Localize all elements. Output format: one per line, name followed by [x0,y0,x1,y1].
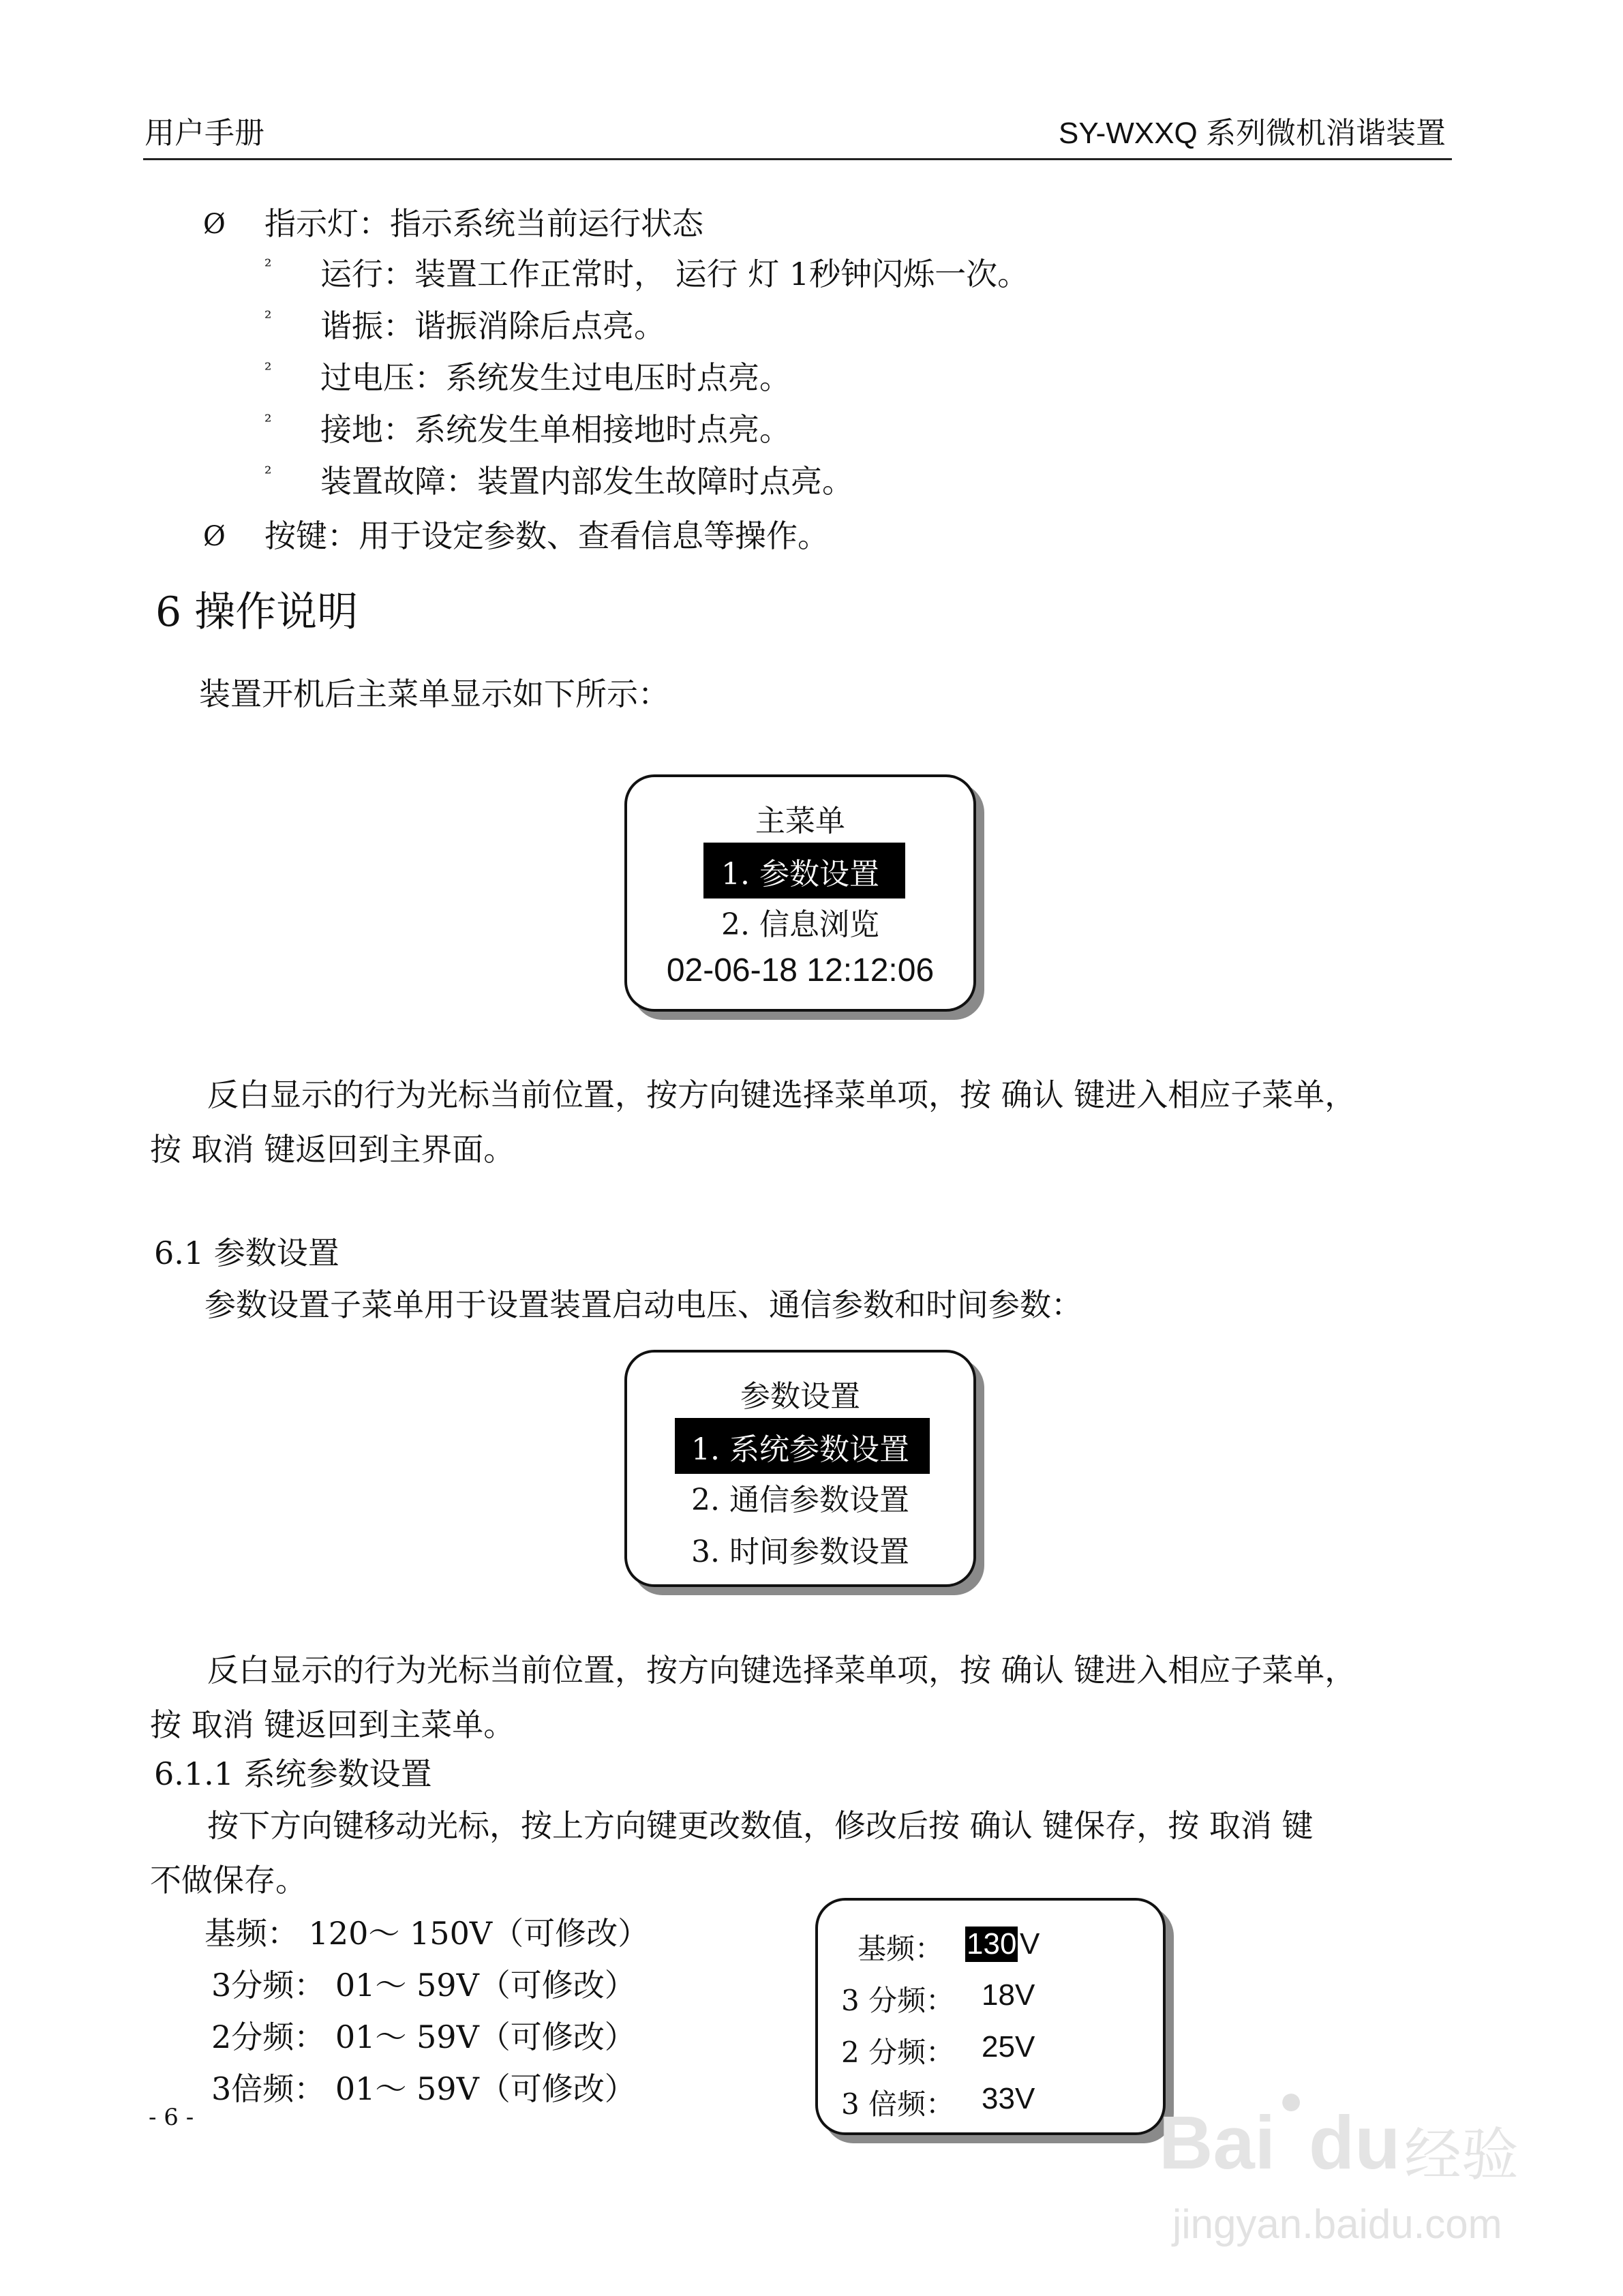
section-6-1-1-para-line2: 不做保存。 [150,1862,307,1899]
range-3-harmonic: 3倍频： 01～ 59V（可修改） [211,2070,636,2107]
indicator-item-run: 运行：装置工作正常时， 运行 灯 1秒钟闪烁一次。 [320,256,1029,292]
lcd-3-subharmonic-label: 3 分频： [841,1984,955,2017]
lcd-base-label: 基频： [858,1932,944,1965]
indicator-item-fault: 装置故障：装置内部发生故障时点亮。 [320,463,853,500]
main-menu-datetime: 02-06-18 12:12:06 [666,952,935,988]
indicator-item-ground: 接地：系统发生单相接地时点亮。 [320,411,791,448]
keys-description: 按键：用于设定参数、查看信息等操作。 [264,517,829,554]
lcd-3-harmonic-value: 33V [982,2082,1035,2115]
sub-bullet: ² [264,256,272,277]
range-base: 基频： 120～ 150V（可修改） [204,1915,650,1952]
main-menu-item-params: 1. 参数设置 [721,857,879,892]
baidu-watermark [1159,2072,1541,2263]
bullet-indicator: Ø [203,209,226,240]
main-menu-item-info: 2. 信息浏览 [721,907,879,942]
param-menu-item-comm: 2. 通信参数设置 [691,1483,909,1517]
header-rule [143,158,1452,160]
watermark-url: jingyan.baidu.com [1172,2201,1502,2247]
system-param-display [815,1898,1166,2135]
lcd-2-subharmonic-value: 25V [982,2030,1035,2064]
lcd-base-unit: V [1020,1927,1040,1961]
sub-bullet: ² [264,308,272,329]
header-left: 用户手册 [145,116,264,151]
main-menu-title: 主菜单 [755,804,845,839]
lcd-3-subharmonic-value: 18V [982,1978,1035,2012]
param-menu-item-system: 1. 系统参数设置 [691,1432,909,1467]
param-menu-title: 参数设置 [740,1379,860,1414]
indicator-item-resonance: 谐振：谐振消除后点亮。 [320,307,665,344]
indicator-title: 指示灯：指示系统当前运行状态 [264,205,703,242]
section-6-intro: 装置开机后主菜单显示如下所示： [199,676,669,712]
watermark-logo-a: Bai [1159,2101,1276,2185]
section-6-1-title: 6.1 参数设置 [154,1235,339,1271]
section-6-title: 6 操作说明 [155,588,359,636]
lcd-3-harmonic-label: 3 倍频： [841,2087,955,2121]
watermark-logo-c: 经验 [1404,2121,1519,2188]
lcd-2-subharmonic-label: 2 分频： [841,2036,955,2069]
sub-bullet: ² [264,412,272,432]
param-menu-display [624,1350,976,1587]
range-2-subharmonic: 2分频： 01～ 59V（可修改） [211,2019,636,2055]
range-3-subharmonic: 3分频： 01～ 59V（可修改） [211,1967,636,2004]
indicator-item-overvoltage: 过电压：系统发生过电压时点亮。 [320,359,791,396]
lcd-base-value[interactable]: 130 [967,1927,1017,1961]
section-6-1-1-para-line1: 按下方向键移动光标，按上方向键更改数值，修改后按 确认 键保存，按 取消 键 [207,1807,1314,1844]
section-6-para-line1: 反白显示的行为光标当前位置，按方向键选择菜单项，按 确认 键进入相应子菜单， [207,1076,1356,1113]
paw-icon: ● [1279,2077,1304,2123]
sub-bullet: ² [264,360,272,380]
param-menu-item-time: 3. 时间参数设置 [691,1535,909,1569]
section-6-1-intro: 参数设置子菜单用于设置装置启动电压、通信参数和时间参数： [204,1286,1082,1323]
section-6-1-para-line1: 反白显示的行为光标当前位置，按方向键选择菜单项，按 确认 键进入相应子菜单， [207,1652,1356,1689]
header-right: SY-WXXQ 系列微机消谐装置 [1059,117,1446,150]
main-menu-display [624,774,976,1012]
section-6-1-para-line2: 按 取消 键返回到主菜单。 [150,1706,515,1743]
sub-bullet: ² [264,464,272,484]
section-6-para-line2: 按 取消 键返回到主界面。 [150,1131,515,1168]
watermark-logo-b: du [1309,2101,1401,2185]
section-6-1-1-title: 6.1.1 系统参数设置 [154,1755,432,1792]
page-number: - 6 - [149,2104,194,2131]
bullet-keys: Ø [203,521,226,552]
